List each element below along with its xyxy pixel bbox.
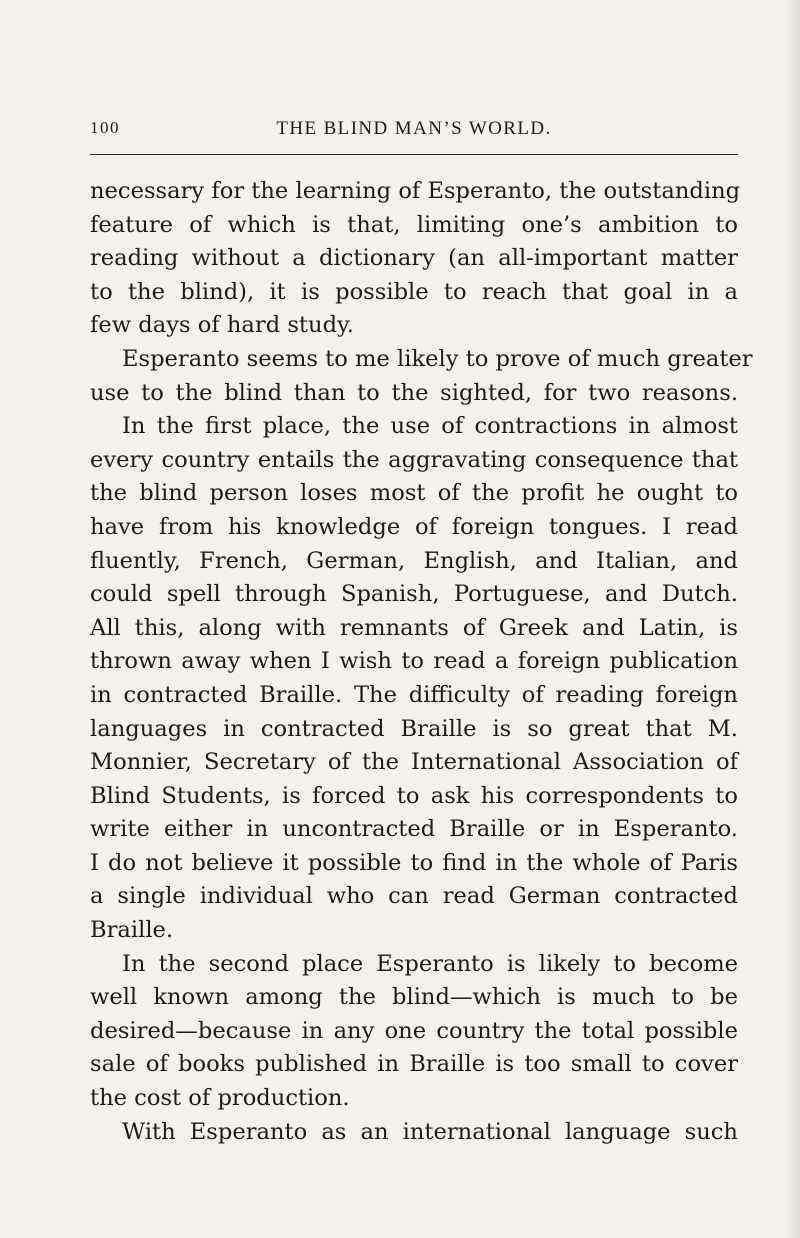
text-line: write either in uncontracted Braille or in Esperanto. bbox=[90, 816, 738, 843]
text-line: thrown away when I wish to read a foreign publication bbox=[90, 648, 738, 675]
text-line: could spell through Spanish, Portuguese, and Dutch. bbox=[90, 581, 738, 608]
text-line: feature of which is that, limiting one’s ambition to bbox=[90, 211, 738, 238]
text-line: In the first place, the use of contractions in almost bbox=[122, 413, 738, 440]
text-line: the cost of production. bbox=[90, 1085, 350, 1112]
text-line: in contracted Braille. The difficulty of reading foreign bbox=[90, 681, 738, 708]
text-line: All this, along with remnants of Greek and Latin, is bbox=[90, 614, 738, 641]
text-line: languages in contracted Braille is so great that M. bbox=[90, 715, 738, 742]
body-text bbox=[90, 175, 753, 1149]
text-line: every country entails the aggravating consequence that bbox=[90, 446, 738, 473]
page-edge-shadow bbox=[786, 0, 800, 1238]
text-line: fluently, French, German, English, and Italian, and bbox=[90, 547, 738, 574]
text-line: Monnier, Secretary of the International Association of bbox=[90, 749, 738, 776]
text-line: sale of books published in Braille is too small to cover bbox=[90, 1051, 738, 1078]
text-line: to the blind), it is possible to reach that goal in a bbox=[90, 278, 738, 305]
page-number: 100 bbox=[90, 118, 120, 137]
text-line: use to the blind than to the sighted, for two reasons. bbox=[90, 379, 738, 406]
text-line: desired—because in any one country the total possible bbox=[90, 1017, 738, 1044]
text-line: have from his knowledge of foreign tongues. I read bbox=[90, 513, 738, 540]
text-line: few days of hard study. bbox=[90, 312, 354, 339]
text-line: the blind person loses most of the profit he ought to bbox=[90, 480, 738, 507]
text-line: well known among the blind—which is much to be bbox=[90, 984, 738, 1011]
running-title: THE BLIND MAN’S WORLD. bbox=[276, 118, 552, 139]
text-line: In the second place Esperanto is likely to become bbox=[122, 950, 738, 977]
text-line: Esperanto seems to me likely to prove of much greater bbox=[122, 345, 753, 372]
running-head bbox=[90, 118, 738, 142]
text-line: reading without a dictionary (an all-important matter bbox=[90, 245, 738, 272]
text-line: Blind Students, is forced to ask his correspondents to bbox=[90, 782, 738, 809]
text-line: a single individual who can read German contracted bbox=[90, 883, 738, 910]
text-line: Braille. bbox=[90, 917, 174, 944]
text-line: I do not believe it possible to find in the whole of Paris bbox=[90, 849, 738, 876]
text-line: With Esperanto as an international language such bbox=[122, 1118, 738, 1145]
header-rule bbox=[90, 154, 738, 155]
text-line: necessary for the learning of Esperanto, the outstanding bbox=[90, 178, 741, 204]
